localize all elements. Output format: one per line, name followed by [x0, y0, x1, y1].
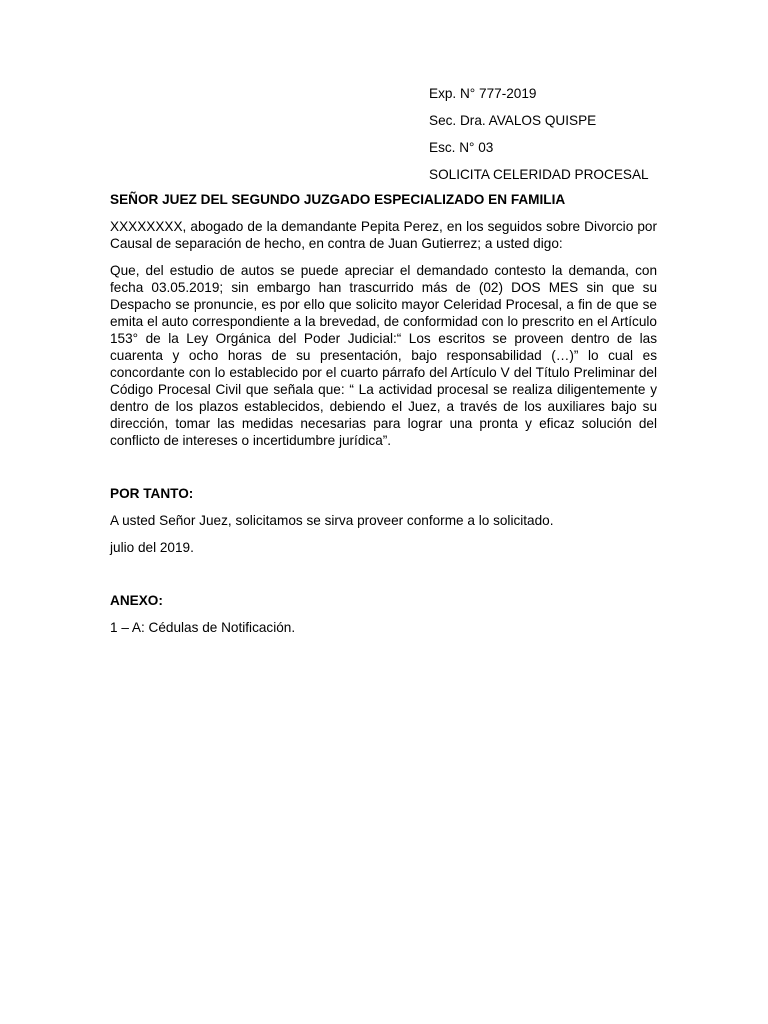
- main-paragraph: Que, del estudio de autos se puede apreciar el demandado contesto la demanda, con fecha 03.05.2019; sin embargo han trascurrido más de (02) DOS MES sin que su Despacho se pronuncie, es por ello que solicito mayor Celeridad Procesal, a fin de que se emita el auto correspondiente a la brevedad, de conformidad con lo prescrito en el Artículo 153° de la Ley Orgánica del Poder Judicial:“ Los escritos se proveen dentro de las cuarenta y ocho horas de su presentación, bajo responsabilidad (…)” lo cual es concordante con lo establecido por el cuarto párrafo del Artículo V del Título Preliminar del Código Procesal Civil que señala que: “ La actividad procesal se realiza diligentemente y dentro de los plazos establecidos, debiendo el Juez, a través de los auxiliares bajo su dirección, tomar las medidas necesarias para lograr una pronta y eficaz solución del conflicto de intereses o incertidumbre jurídica”.: [110, 263, 657, 448]
- anexo-item: 1 – A: Cédulas de Notificación.: [110, 620, 296, 635]
- document-date: julio del 2019.: [110, 540, 194, 555]
- por-tanto-text: A usted Señor Juez, solicitamos se sirva proveer conforme a lo solicitado.: [110, 513, 554, 528]
- anexo-heading: ANEXO:: [110, 593, 163, 608]
- por-tanto-heading: POR TANTO:: [110, 486, 194, 501]
- secretary-name: Sec. Dra. AVALOS QUISPE: [429, 113, 597, 128]
- document-body: [110, 191, 657, 646]
- spacer: [110, 566, 657, 592]
- intro-paragraph: XXXXXXXX, abogado de la demandante Pepita Perez, en los seguidos sobre Divorcio por Causal de separación de hecho, en contra de Juan Gutierrez; a usted digo:: [110, 219, 657, 251]
- request-summary: SOLICITA CELERIDAD PROCESAL: [429, 167, 649, 182]
- spacer: [110, 459, 657, 485]
- filing-number: Esc. N° 03: [429, 140, 494, 155]
- case-header: [429, 85, 729, 193]
- addressee-heading: SEÑOR JUEZ DEL SEGUNDO JUZGADO ESPECIALIZADO EN FAMILIA: [110, 192, 566, 207]
- case-number: Exp. N° 777-2019: [429, 86, 537, 101]
